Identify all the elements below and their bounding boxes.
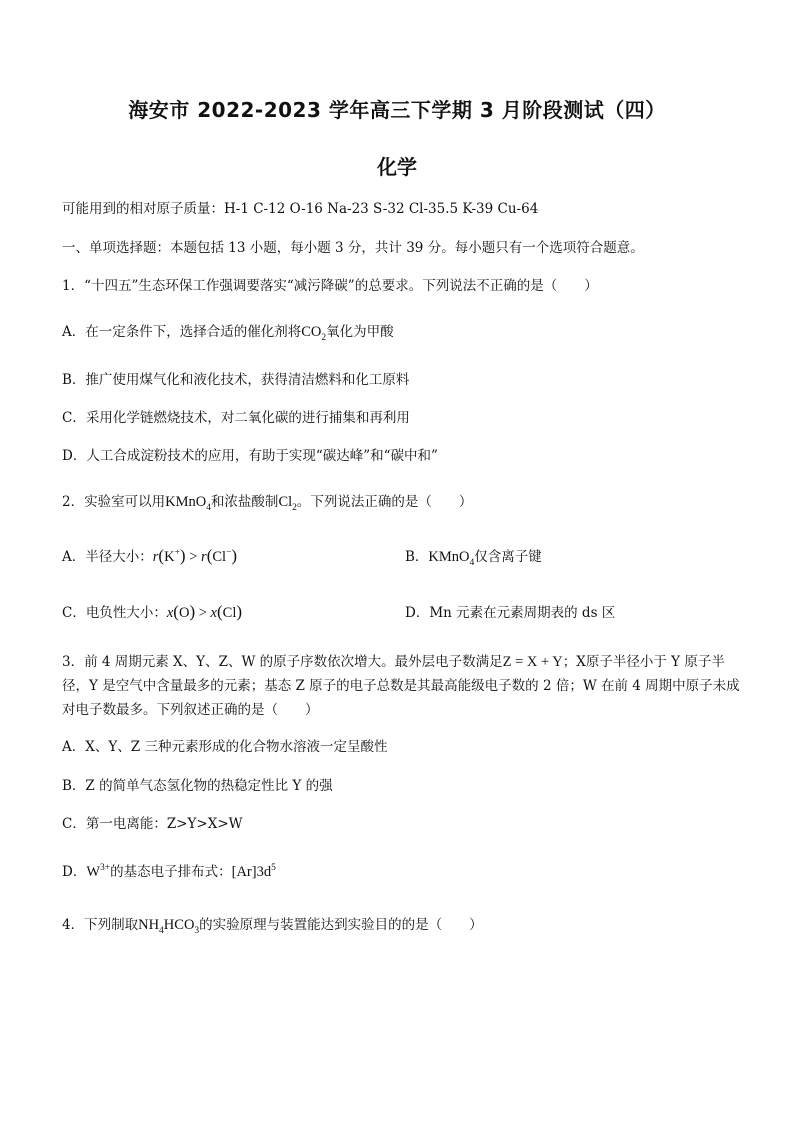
electron-config <box>232 864 276 880</box>
q2-stem-middle: 和浓盐酸制 <box>210 494 279 510</box>
formula-cl2-base: Cl <box>278 494 293 510</box>
q2-option-c-label: C．电负性大小： <box>62 605 167 621</box>
oxygen: O <box>178 605 190 621</box>
q3-option-d-label: D． <box>62 864 87 880</box>
formula-cl2-sub: 2 <box>292 502 297 513</box>
formula-nh4hco3 <box>138 917 200 936</box>
q2-option-a-label: A．半径大小： <box>62 549 153 565</box>
cl-ion-charge: − <box>226 548 232 559</box>
formula-cl2 <box>278 494 297 513</box>
greater-than: > <box>185 549 202 565</box>
q1-option-b: B．推广使用煤气化和液化技术，获得清洁燃料和化工原料 <box>62 372 410 388</box>
q4-stem-start: 4．下列制取 <box>62 917 139 933</box>
formula-kmno4 <box>165 494 211 513</box>
k-ion-charge: + <box>174 548 180 559</box>
q2-stem-end: 。下列说法正确的是（ ） <box>296 494 473 510</box>
cl-ion: Cl <box>212 549 227 565</box>
q2-option-b-label: B． <box>405 549 429 565</box>
paren-close: ) <box>179 546 186 565</box>
formula-kmno4-base: KMnO <box>165 494 207 510</box>
formula-kmno4-b-sub: 4 <box>469 557 475 568</box>
formula-nh4-base: NH <box>138 917 160 933</box>
argon-core: [Ar] <box>231 864 257 880</box>
paren-open-4: ( <box>216 602 223 621</box>
q3-stem-end: ；X原子半径小于 Y 原子半径，Y 是空气中含量最多的元素；基态 Z 原子的电子总数是其最高能级电子数的 2 倍；W 在前 4 周期中原子未成对电子数最多。下列叙述正确的是（ ） <box>62 654 740 718</box>
paren-open-3: ( <box>173 602 179 621</box>
q3-option-d <box>62 862 276 882</box>
w-ion-charge: 3+ <box>100 863 111 874</box>
x-symbol: x <box>166 605 174 621</box>
q1-option-a <box>62 322 394 342</box>
q1-option-a-text: A．在一定条件下，选择合适的催化剂将 <box>62 324 302 340</box>
chlorine: Cl <box>222 605 237 621</box>
formula-hco3-sub: 3 <box>194 925 200 936</box>
r-symbol-2: r <box>201 549 207 565</box>
paren-close-3: ) <box>189 602 196 621</box>
q3-equation: Z = X + Y <box>502 654 563 670</box>
formula-kmno4-b <box>428 549 475 568</box>
r-symbol: r <box>152 549 159 565</box>
section-heading: 一、单项选择题：本题包括 13 小题，每小题 3 分，共计 39 分。每小题只有一个选项符合题意。 <box>62 240 644 256</box>
x-symbol-2: x <box>210 605 217 621</box>
q2-option-c <box>62 602 243 621</box>
formula-co2-base: CO <box>301 324 322 340</box>
formula-nh4-sub: 4 <box>159 925 164 936</box>
q3-option-c: C．第一电离能：Z>Y>X>W <box>62 816 243 832</box>
exam-title: 海安市 2022-2023 学年高三下学期 3 月阶段测试（四） <box>128 98 666 122</box>
q1-option-d: D．人工合成淀粉技术的应用，有助于实现“碳达峰”和“碳中和” <box>62 448 438 464</box>
q1-option-a-tail: 氧化为甲酸 <box>326 324 394 340</box>
q2-row-cd <box>62 603 762 623</box>
q2-stem <box>62 492 472 512</box>
q2-option-b <box>405 547 542 567</box>
q2-option-a <box>62 546 238 565</box>
q2-option-b-text: 仅含离子键 <box>474 549 542 565</box>
q2-row-ab <box>62 547 762 567</box>
paren-close-2: ) <box>231 546 238 565</box>
paren-open: ( <box>158 546 165 565</box>
radius-expression <box>152 546 238 565</box>
k-ion: K <box>164 549 175 565</box>
q1-stem: 1．“十四五”生态环保工作强调要落实“减污降碳”的总要求。下列说法不正确的是（ ） <box>62 278 598 294</box>
atomic-mass-line: 可能用到的相对原子质量：H-1 C-12 O-16 Na-23 S-32 Cl-35.5 K-39 Cu-64 <box>62 201 539 217</box>
greater-than-2: > <box>195 605 211 621</box>
electronegativity-expression <box>166 602 243 621</box>
w-ion <box>86 864 110 880</box>
q1-option-c: C．采用化学链燃烧技术，对二氧化碳的进行捕集和再利用 <box>62 410 410 426</box>
q3-stem-start: 3．前 4 周期元素 X、Y、Z、W 的原子序数依次增大。最外层电子数满足 <box>62 654 503 670</box>
formula-kmno4-b-base: KMnO <box>428 549 470 565</box>
q3-option-a: A．X、Y、Z 三种元素形成的化合物水溶液一定呈酸性 <box>62 739 388 755</box>
orbital-3d: 3d <box>256 864 272 880</box>
q3-option-d-text: 的基态电子排布式： <box>110 864 232 880</box>
formula-co2 <box>301 324 327 343</box>
q2-option-d: D．Mn 元素在元素周期表的 ds 区 <box>405 605 616 621</box>
orbital-3d-count: 5 <box>271 863 276 874</box>
w-ion-base: W <box>86 864 101 880</box>
q3-option-b: B．Z 的简单气态氢化物的热稳定性比 Y 的强 <box>62 778 333 794</box>
q3-stem <box>62 650 742 722</box>
q4-stem <box>62 915 483 935</box>
formula-co2-sub: 2 <box>321 332 327 343</box>
exam-subject: 化学 <box>377 155 417 179</box>
paren-open-2: ( <box>206 546 213 565</box>
formula-hco3-base: HCO <box>163 917 195 933</box>
paren-close-4: ) <box>236 602 243 621</box>
q4-stem-end: 的实验原理与装置能达到实验目的的是（ ） <box>199 917 483 933</box>
formula-kmno4-sub: 4 <box>206 502 211 513</box>
q2-stem-start: 2．实验室可以用 <box>62 494 166 510</box>
